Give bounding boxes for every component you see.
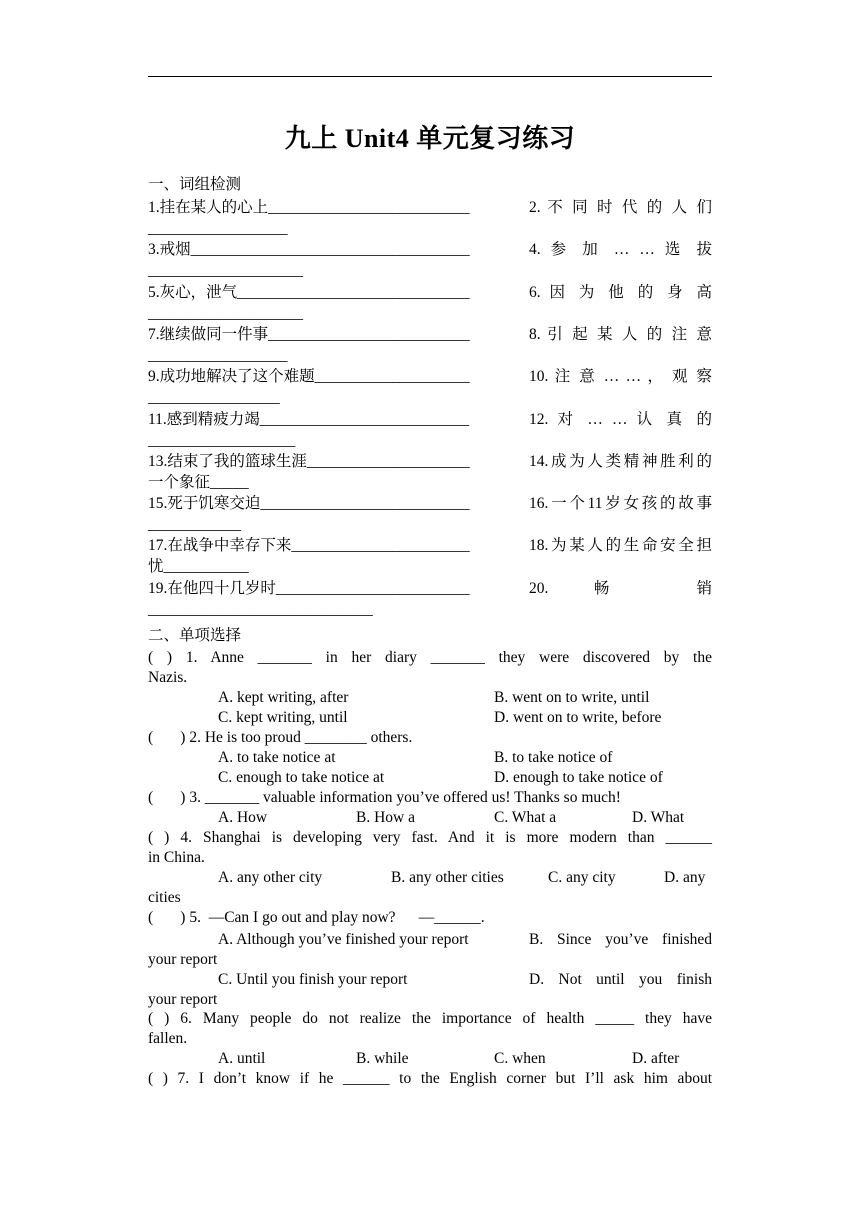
phrase-item-14: 14.成为人类精神胜利的 <box>529 452 712 470</box>
phrase-item-4: 4. 参 加 … … 选 拔 <box>529 241 712 259</box>
phrase-item-14-cont: 一个象征_____ <box>148 473 249 491</box>
question-6-option-b: B. while <box>356 1050 409 1067</box>
phrase-item-20-cont: _____________________________ <box>148 600 373 618</box>
phrase-item-17: 17.在战争中幸存下来_______________________ <box>148 537 470 555</box>
question-3-option-d: D. What <box>632 809 685 826</box>
question-5-option-a: A. Although you’ve finished your report <box>218 931 469 948</box>
question-2-option-d: D. enough to take notice of <box>494 769 663 786</box>
header-rule <box>148 76 712 77</box>
phrase-item-19: 19.在他四十几岁时_________________________ <box>148 579 470 597</box>
question-1-stem: ( ) 1. Anne _______ in her diary _______ they were discovered by the <box>148 649 712 666</box>
phrase-item-15: 15.死于饥寒交迫___________________________ <box>148 495 470 513</box>
question-3-option-a: A. How <box>218 809 268 826</box>
phrase-item-10-cont: _________________ <box>148 389 280 407</box>
phrase-item-18-cont: 忧___________ <box>148 558 249 576</box>
phrase-item-18: 18.为某人的生命安全担 <box>529 537 712 555</box>
phrase-item-1: 1.挂在某人的心上__________________________ <box>148 199 470 216</box>
question-5-option-d: D. Not until you finish <box>529 971 712 988</box>
phrase-item-6-cont: ____________________ <box>148 304 303 322</box>
question-2-stem: ( ) 2. He is too proud ________ others. <box>148 729 413 746</box>
question-5-stem: ( ) 5. —Can I go out and play now? —______. <box>148 909 485 926</box>
question-2-option-c: C. enough to take notice at <box>218 769 385 786</box>
phrase-item-20: 20. 畅 销 <box>529 579 712 597</box>
question-4-option-c: C. any city <box>548 869 616 886</box>
phrase-item-16: 16.一个11岁女孩的故事 <box>529 495 712 513</box>
phrase-item-13: 13.结束了我的篮球生涯_____________________ <box>148 452 470 470</box>
phrase-item-2: 2. 不 同 时 代 的 人 们 <box>529 199 712 216</box>
question-7-stem: ( ) 7. I don’t know if he ______ to the English corner but I’ll ask him about <box>148 1070 712 1087</box>
question-1-option-c: C. kept writing, until <box>218 709 348 726</box>
question-5-option-b: B. Since you’ve finished <box>529 931 712 948</box>
phrase-item-6: 6. 因 为 他 的 身 高 <box>529 283 712 301</box>
question-4-stem: ( ) 4. Shanghai is developing very fast. And it is more modern than ______ <box>148 829 712 846</box>
question-4-stem-cont: in China. <box>148 849 205 866</box>
question-3-option-b: B. How a <box>356 809 415 826</box>
phrase-item-8-cont: __________________ <box>148 346 288 364</box>
question-3-option-c: C. What a <box>494 809 557 826</box>
question-6-stem-cont: fallen. <box>148 1030 188 1047</box>
question-5-option-c: C. Until you finish your report <box>218 971 408 988</box>
phrase-item-2-cont: __________________ <box>148 220 288 237</box>
page-title: 九上 Unit4 单元复习练习 <box>284 124 576 153</box>
question-4-option-d: D. any <box>664 869 706 886</box>
question-6-option-c: C. when <box>494 1050 546 1067</box>
question-6-option-a: A. until <box>218 1050 266 1067</box>
question-1-option-a: A. kept writing, after <box>218 689 349 706</box>
question-1-option-b: B. went on to write, until <box>494 689 650 706</box>
question-3-stem: ( ) 3. _______ valuable information you’ve offered us! Thanks so much! <box>148 789 621 806</box>
phrase-item-5: 5.灰心，泄气______________________________ <box>148 283 470 301</box>
phrase-item-3: 3.戒烟____________________________________ <box>148 241 470 259</box>
question-4-option-b: B. any other cities <box>391 869 504 886</box>
question-4-option-d-cont: cities <box>148 889 181 906</box>
phrase-item-12: 12. 对 … … 认 真 的 <box>529 410 712 428</box>
question-6-option-d: D. after <box>632 1050 680 1067</box>
phrase-item-12-cont: ___________________ <box>148 431 296 449</box>
question-4-option-a: A. any other city <box>218 869 323 886</box>
question-1-stem-cont: Nazis. <box>148 669 188 686</box>
question-5-option-d-cont: your report <box>148 991 218 1008</box>
phrase-item-10: 10. 注 意 … … ， 观 察 <box>529 368 712 386</box>
phrase-item-9: 9.成功地解决了这个难题____________________ <box>148 368 470 386</box>
question-2-option-a: A. to take notice at <box>218 749 336 766</box>
section2-heading: 二、单项选择 <box>148 627 242 644</box>
question-2-option-b: B. to take notice of <box>494 749 613 766</box>
phrase-item-7: 7.继续做同一件事__________________________ <box>148 325 470 343</box>
section1-heading: 一、词组检测 <box>148 176 242 193</box>
question-1-option-d: D. went on to write, before <box>494 709 662 726</box>
phrase-item-16-cont: ____________ <box>148 516 241 534</box>
phrase-item-8: 8. 引 起 某 人 的 注 意 <box>529 325 712 343</box>
question-6-stem: ( ) 6. Many people do not realize the importance of health _____ they have <box>148 1010 712 1027</box>
phrase-item-11: 11.感到精疲力竭___________________________ <box>148 410 470 428</box>
question-5-option-b-cont: your report <box>148 951 218 968</box>
phrase-item-4-cont: ____________________ <box>148 262 303 280</box>
